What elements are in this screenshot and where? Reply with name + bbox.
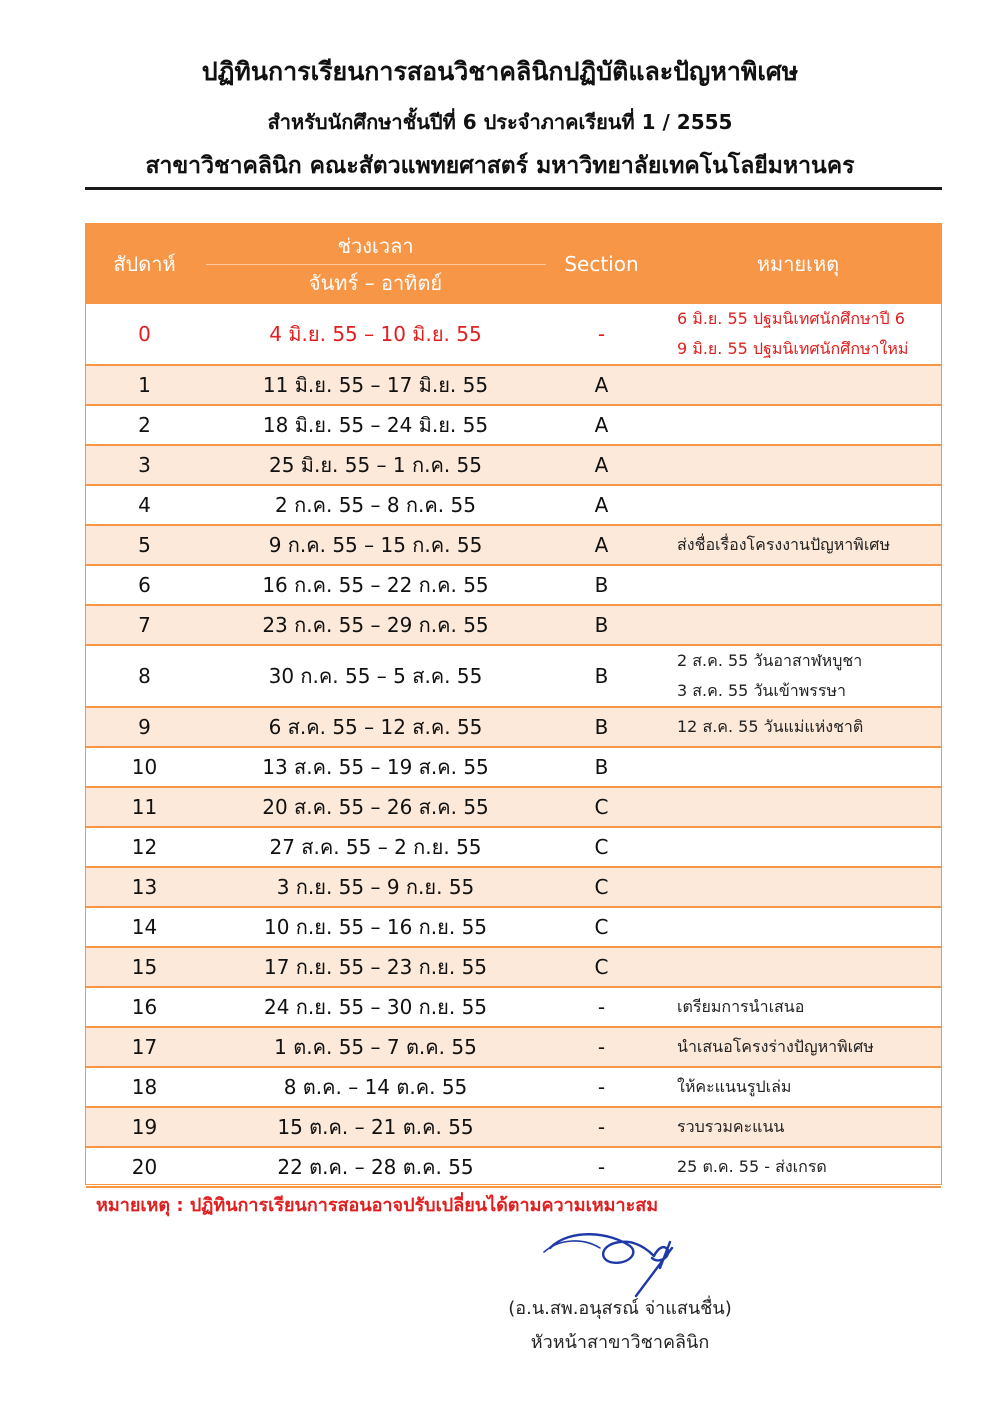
- section-cell: A: [548, 445, 655, 485]
- period-cell: 1 ต.ค. 55 – 7 ต.ค. 55: [203, 1027, 548, 1067]
- week-cell: 14: [86, 907, 203, 947]
- signature-image: [540, 1218, 700, 1298]
- remark-line: 3 ส.ค. 55 วันเข้าพรรษา: [677, 681, 847, 700]
- table-header-row: [86, 224, 941, 304]
- period-cell: 3 ก.ย. 55 – 9 ก.ย. 55: [203, 867, 548, 907]
- header-week: สัปดาห์: [86, 224, 203, 304]
- table-row: [86, 947, 941, 987]
- table-row: [86, 907, 941, 947]
- remark-line: 12 ส.ค. 55 วันแม่แห่งชาติ: [677, 717, 864, 736]
- period-cell: 2 ก.ค. 55 – 8 ก.ค. 55: [203, 485, 548, 525]
- section-cell: A: [548, 405, 655, 445]
- section-cell: -: [548, 987, 655, 1027]
- remark-cell: [655, 747, 941, 787]
- document-organization: สาขาวิชาคลินิก คณะสัตวแพทยศาสตร์ มหาวิทยาลัยเทคโนโลยีมหานคร: [145, 153, 855, 179]
- remark-cell: [655, 707, 941, 747]
- period-cell: 8 ต.ค. – 14 ต.ค. 55: [203, 1067, 548, 1107]
- section-cell: B: [548, 565, 655, 605]
- period-cell: 25 มิ.ย. 55 – 1 ก.ค. 55: [203, 445, 548, 485]
- remark-cell: [655, 1027, 941, 1067]
- header-divider: [85, 187, 942, 190]
- table-row: [86, 987, 941, 1027]
- header-remark: หมายเหตุ: [655, 224, 941, 304]
- section-cell: -: [548, 1107, 655, 1147]
- remark-cell: [655, 1107, 941, 1147]
- section-cell: C: [548, 907, 655, 947]
- header-time-range-label: จันทร์ – อาทิตย์: [308, 270, 443, 295]
- week-cell: 20: [86, 1147, 203, 1187]
- period-cell: 22 ต.ค. – 28 ต.ค. 55: [203, 1147, 548, 1187]
- section-cell: C: [548, 787, 655, 827]
- section-cell: B: [548, 707, 655, 747]
- table-row: [86, 707, 941, 747]
- period-cell: 15 ต.ค. – 21 ต.ค. 55: [203, 1107, 548, 1147]
- remark-line: รวบรวมคะแนน: [677, 1117, 785, 1136]
- period-cell: 18 มิ.ย. 55 – 24 มิ.ย. 55: [203, 405, 548, 445]
- week-cell: 11: [86, 787, 203, 827]
- remark-cell: [655, 405, 941, 445]
- remark-cell: [655, 1147, 941, 1187]
- week-cell: 9: [86, 707, 203, 747]
- table-row: [86, 525, 941, 565]
- table-row: [86, 304, 941, 365]
- week-cell: 19: [86, 1107, 203, 1147]
- remark-line: ให้คะแนนรูปเล่ม: [677, 1077, 792, 1096]
- remark-line: 25 ต.ค. 55 - ส่งเกรด: [677, 1157, 827, 1176]
- table-row: [86, 827, 941, 867]
- week-cell: 12: [86, 827, 203, 867]
- section-cell: C: [548, 867, 655, 907]
- document-subtitle: สำหรับนักศึกษาชั้นปีที่ 6 ประจำภาคเรียนที่ 1 / 2555: [267, 110, 733, 134]
- week-cell: 18: [86, 1067, 203, 1107]
- period-cell: 17 ก.ย. 55 – 23 ก.ย. 55: [203, 947, 548, 987]
- period-cell: 23 ก.ค. 55 – 29 ก.ค. 55: [203, 605, 548, 645]
- remark-line: เตรียมการนำเสนอ: [677, 997, 805, 1016]
- remark-cell: [655, 565, 941, 605]
- section-cell: C: [548, 827, 655, 867]
- remark-cell: [655, 987, 941, 1027]
- header-time-divider: [206, 264, 546, 265]
- schedule-table: [86, 224, 941, 1188]
- week-cell: 8: [86, 645, 203, 707]
- remark-cell: [655, 787, 941, 827]
- section-cell: -: [548, 1067, 655, 1107]
- period-cell: 20 ส.ค. 55 – 26 ส.ค. 55: [203, 787, 548, 827]
- table-row: [86, 485, 941, 525]
- remark-line: 9 มิ.ย. 55 ปฐมนิเทศนักศึกษาใหม่: [677, 339, 909, 358]
- section-cell: B: [548, 747, 655, 787]
- remark-cell: [655, 304, 941, 365]
- section-cell: -: [548, 1147, 655, 1187]
- section-cell: A: [548, 525, 655, 565]
- period-cell: 10 ก.ย. 55 – 16 ก.ย. 55: [203, 907, 548, 947]
- table-row: [86, 1027, 941, 1067]
- document-title: ปฏิทินการเรียนการสอนวิชาคลินิกปฏิบัติและปัญหาพิเศษ: [201, 57, 799, 86]
- period-cell: 13 ส.ค. 55 – 19 ส.ค. 55: [203, 747, 548, 787]
- table-row: [86, 645, 941, 707]
- table-row: [86, 1107, 941, 1147]
- period-cell: 9 ก.ค. 55 – 15 ก.ค. 55: [203, 525, 548, 565]
- week-cell: 6: [86, 565, 203, 605]
- table-row: [86, 605, 941, 645]
- period-cell: 27 ส.ค. 55 – 2 ก.ย. 55: [203, 827, 548, 867]
- table-row: [86, 787, 941, 827]
- week-cell: 4: [86, 485, 203, 525]
- week-cell: 10: [86, 747, 203, 787]
- period-cell: 6 ส.ค. 55 – 12 ส.ค. 55: [203, 707, 548, 747]
- remark-cell: [655, 525, 941, 565]
- section-cell: C: [548, 947, 655, 987]
- section-cell: B: [548, 605, 655, 645]
- table-row: [86, 565, 941, 605]
- period-cell: 11 มิ.ย. 55 – 17 มิ.ย. 55: [203, 365, 548, 405]
- footer-remark: หมายเหตุ : ปฏิทินการเรียนการสอนอาจปรับเปลี่ยนได้ตามความเหมาะสม: [96, 1195, 659, 1216]
- table-row: [86, 1067, 941, 1107]
- remark-cell: [655, 365, 941, 405]
- remark-cell: [655, 485, 941, 525]
- signer-name: (อ.น.สพ.อนุสรณ์ จ่าแสนชื่น): [508, 1298, 732, 1319]
- table-row: [86, 747, 941, 787]
- remark-cell: [655, 867, 941, 907]
- week-cell: 0: [86, 304, 203, 365]
- week-cell: 16: [86, 987, 203, 1027]
- remark-cell: [655, 605, 941, 645]
- remark-cell: [655, 827, 941, 867]
- remark-cell: [655, 1067, 941, 1107]
- table-row: [86, 867, 941, 907]
- remark-line: นำเสนอโครงร่างปัญหาพิเศษ: [677, 1037, 874, 1056]
- header-time-label: ช่วงเวลา: [337, 233, 414, 258]
- signer-position: หัวหน้าสาขาวิชาคลินิก: [530, 1332, 710, 1353]
- remark-line: ส่งชื่อเรื่องโครงงานปัญหาพิเศษ: [677, 535, 891, 554]
- remark-cell: [655, 445, 941, 485]
- table-row: [86, 405, 941, 445]
- period-cell: 24 ก.ย. 55 – 30 ก.ย. 55: [203, 987, 548, 1027]
- week-cell: 7: [86, 605, 203, 645]
- section-cell: A: [548, 485, 655, 525]
- week-cell: 2: [86, 405, 203, 445]
- remark-cell: [655, 645, 941, 707]
- table-row: [86, 1147, 941, 1187]
- section-cell: -: [548, 304, 655, 365]
- week-cell: 15: [86, 947, 203, 987]
- header-section: Section: [548, 224, 655, 304]
- period-cell: 16 ก.ค. 55 – 22 ก.ค. 55: [203, 565, 548, 605]
- week-cell: 13: [86, 867, 203, 907]
- remark-cell: [655, 907, 941, 947]
- table-row: [86, 445, 941, 485]
- period-cell: 30 ก.ค. 55 – 5 ส.ค. 55: [203, 645, 548, 707]
- section-cell: -: [548, 1027, 655, 1067]
- week-cell: 17: [86, 1027, 203, 1067]
- table-row: [86, 365, 941, 405]
- week-cell: 3: [86, 445, 203, 485]
- period-cell: 4 มิ.ย. 55 – 10 มิ.ย. 55: [203, 304, 548, 365]
- remark-line: 6 มิ.ย. 55 ปฐมนิเทศนักศึกษาปี 6: [677, 309, 905, 328]
- section-cell: A: [548, 365, 655, 405]
- week-cell: 5: [86, 525, 203, 565]
- week-cell: 1: [86, 365, 203, 405]
- header-time: [203, 224, 548, 304]
- section-cell: B: [548, 645, 655, 707]
- remark-cell: [655, 947, 941, 987]
- remark-line: 2 ส.ค. 55 วันอาสาฬหบูชา: [677, 651, 863, 670]
